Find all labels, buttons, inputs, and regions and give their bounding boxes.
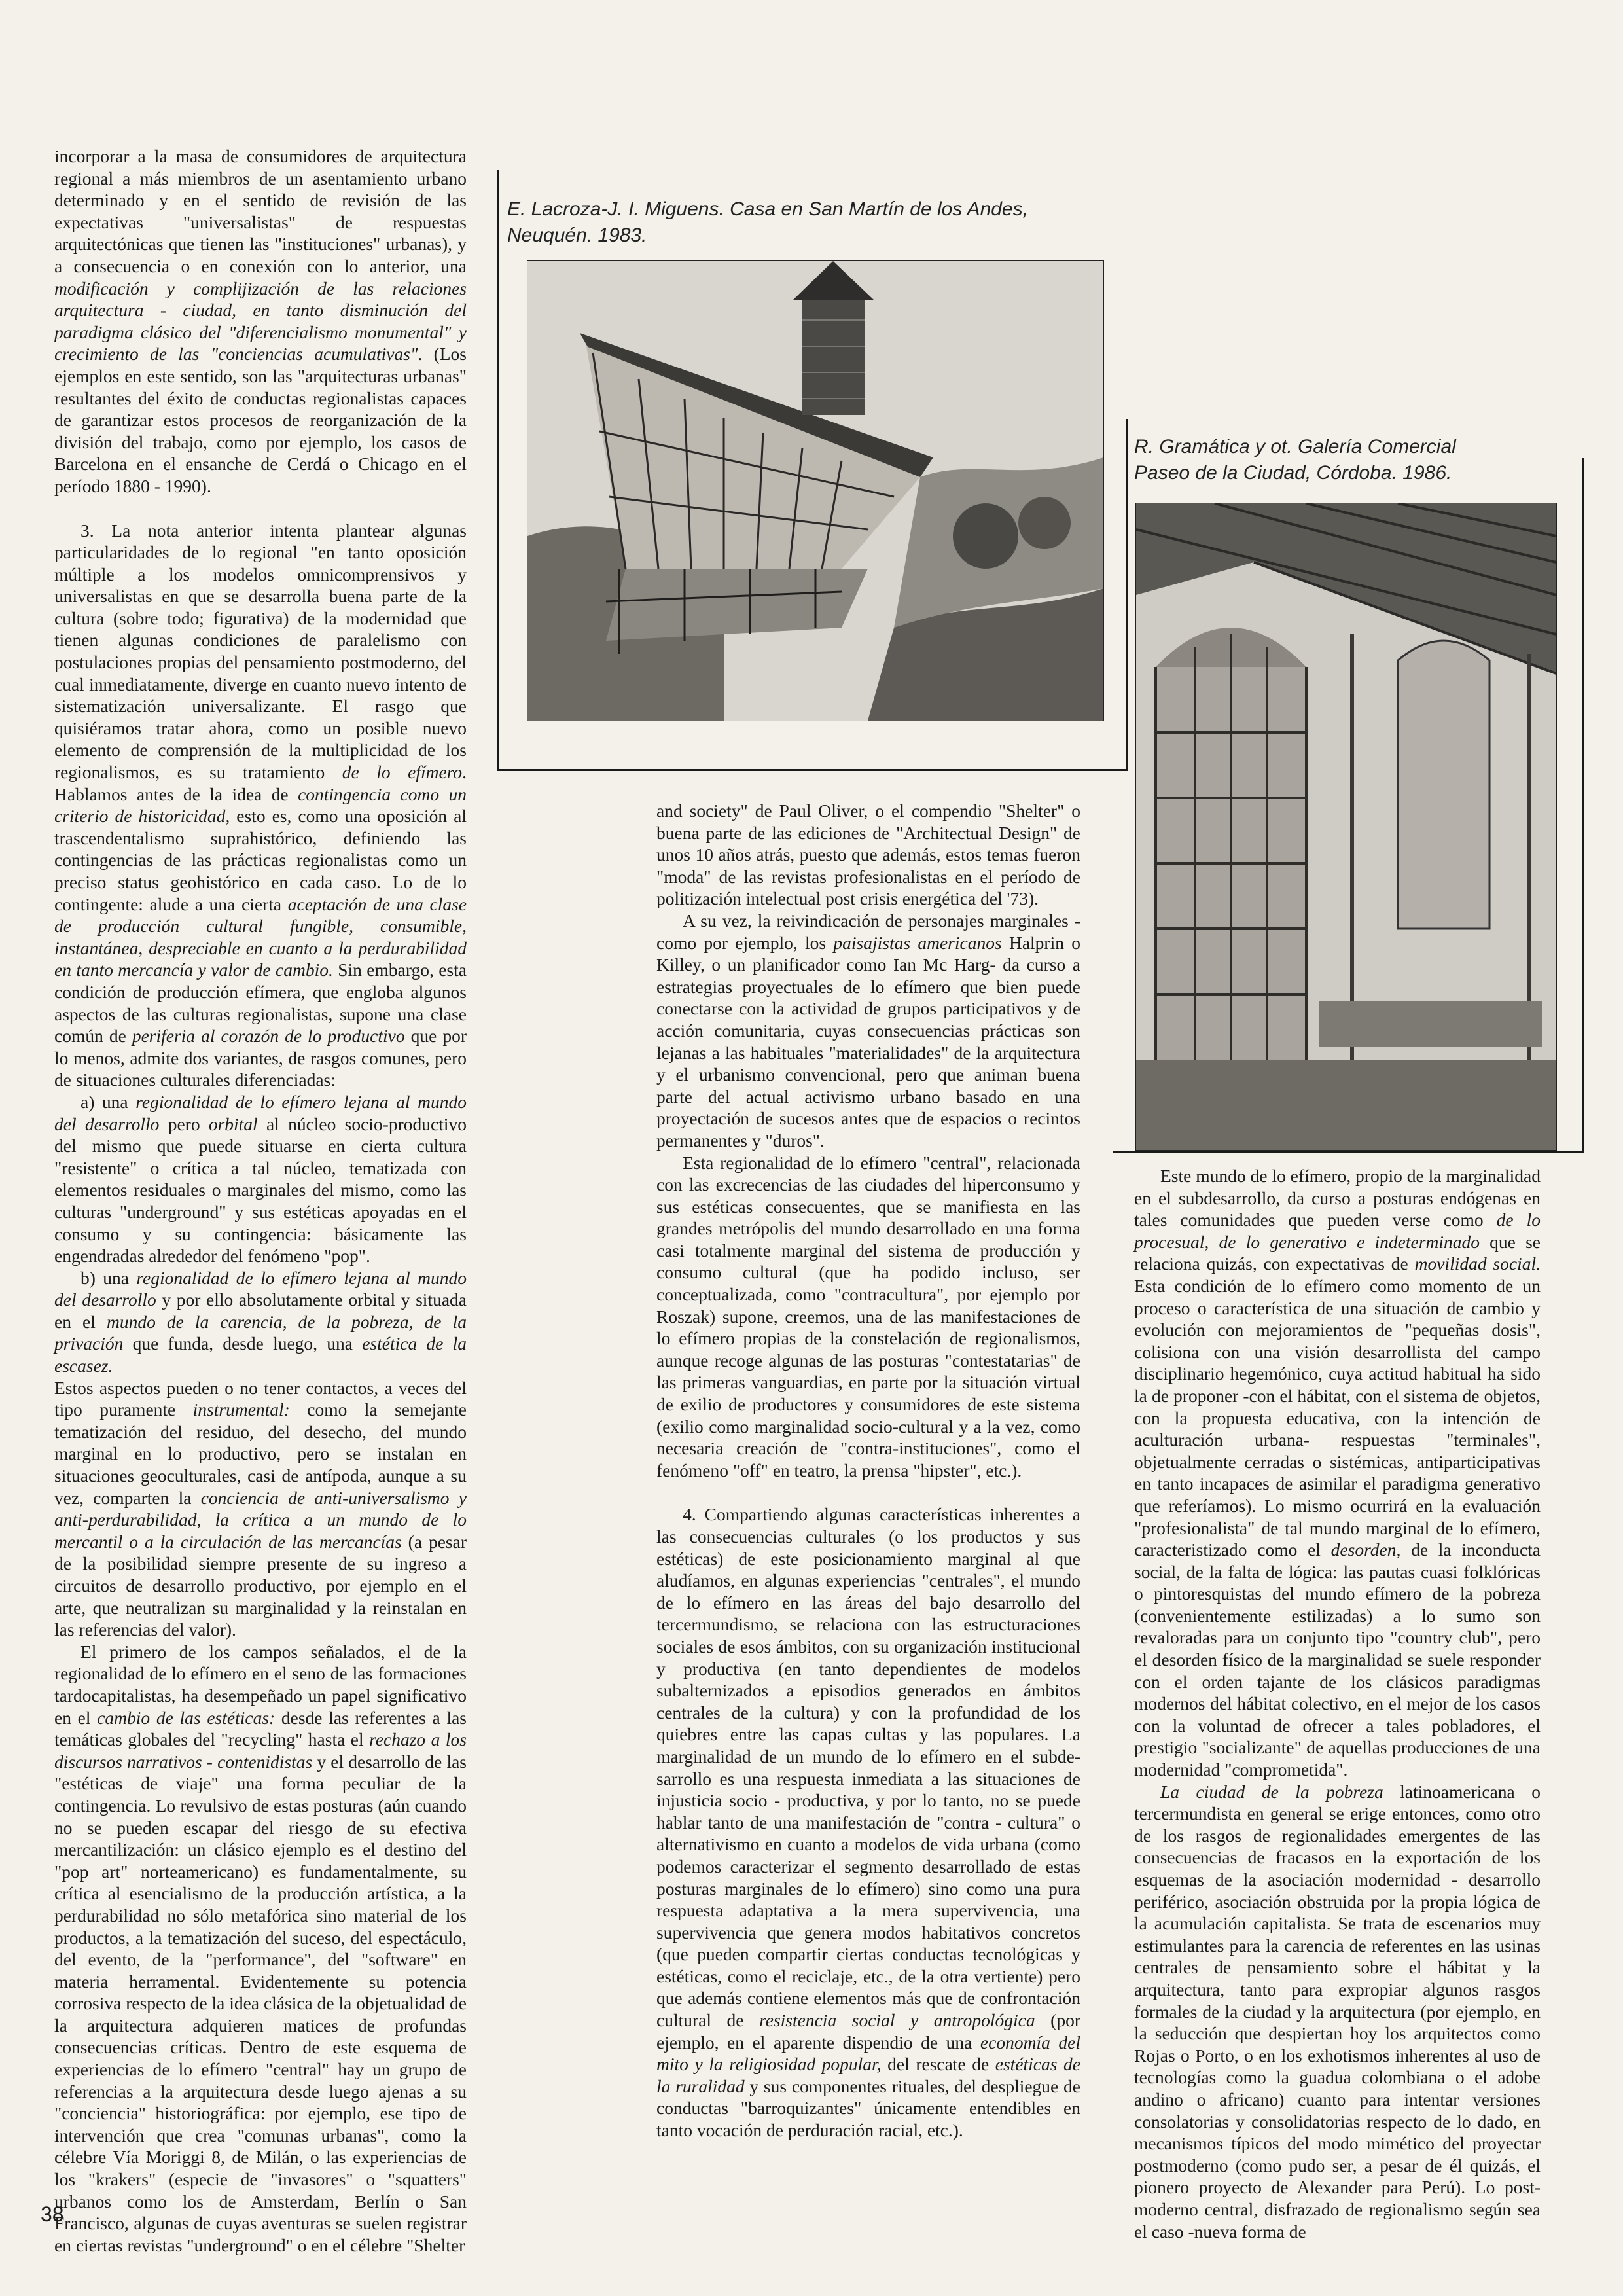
frame-rule-right [1126, 419, 1128, 771]
photo-casa-san-martin [527, 260, 1104, 721]
paragraph-item-b: b) una regionalidad de lo efímero lejana al mundo del desarrollo y por ello absolutamente orbital y situada en el mundo de la carencia, de la pobreza, de la privación que funda, desde luego, una estética de la escasez. [54, 1267, 467, 1376]
paragraph-continuation: and society" de Paul Oliver, o el compendio "Shelter" o buena parte de las ediciones de "Architectual Design" de unos 10 años atrás, puesto que además, estos temas fueron "moda" de las revistas profesionalistas en el período de politización intelectual post crisis energética del '73). [656, 800, 1080, 909]
frame-rule-right-2 [1582, 458, 1584, 1153]
photo-galeria-comercial [1135, 503, 1557, 1151]
paragraph-section-3: 3. La nota anterior intenta plantear algunas particularidades de lo regional "en tanto oposición múltiple a los modelos omnicomprensivos y universalistas en que se desarrolla buena parte de la cultura (sobre todo; figurativa) de la modernidad que tienen algunas condiciones de paralelismo con postulaciones propias del pensamiento postmoderno, del cual inmediatamente, diverge en cuanto nuevo intento de sistematización universalizante. El rasgo que quisiéramos tratar ahora, como un posible nuevo elemento de comprensión de la multiplicidad de los regionalismos, es su tratamiento de lo efímero. Hablamos antes de la idea de contingencia como un criterio de historicidad, esto es, como una oposición al trascendentalismo suprahistórico, definiendo las contingencias de las prácticas regionalistas como un preciso status geohistórico en cada caso. Lo de lo contingente: alude a una cierta aceptación de una clase de producción cultural fungible, consumible, instantánea, despreciable en cuanto a la perdurabilidad en tanto mercancía y valor de cambio. Sin embargo, esta condición de producción efímera, que engloba algunos aspectos de las culturas regionalistas, supone una clase común de periferia al corazón de lo productivo que por lo menos, admite dos variantes, de rasgos comunes, pero de situaciones culturales diferenciadas: [54, 520, 467, 1090]
paragraph-central-ephemeral: Esta regionalidad de lo efímero "central", relacionada con las excrecencias de las ciudades del hiperconsumo y sus estéticas consecuentes, que se manifiesta en las grandes metrópolis del mundo desarrollado en una forma casi totalmente marginal del sistema de producción y consumo cultural (que ha podido incluso, ser conceptualizada, como "contracultura", por ejemplo por Roszak) supone, creemos, una de las manifestaciones de lo efímero propias de la constelación de regionalismos, aunque recoge algunas de las posturas "contestatarias" de las primeras vanguardias, en parte por la situación virtual de exilio de productores y consumidores de este sistema (exilio como marginalidad socio-cultural y a la vez, como necesaria creación de "contra-instituciones", como el fenómeno "off" en teatro, la prensa "hipster", etc.). [656, 1152, 1080, 1480]
frame-rule-bottom-2 [1113, 1151, 1584, 1153]
figure-caption-casa: E. Lacroza-J. I. Miguens. Casa en San Martín de los Andes, Neuquén. 1983. [507, 198, 1028, 246]
figure-caption-galeria: R. Gramática y ot. Galería Comercial Paseo de la Ciudad, Córdoba. 1986. [1134, 436, 1456, 484]
paragraph-city-of-poverty: La ciudad de la pobreza latinoamericana o tercermundista en general se erige entonces, como otro de los rasgos de regionalidades emergentes de las consecuencias de fracasos en la exportación de los esquemas de la asociación modernidad - desarrollo periférico, asociación obstruida por la propia lógica de la acumulación capitalista. Se trata de escenarios muy estimulantes para la carencia de referentes en las usinas centrales de pensamiento sobre el hábitat y la arquitectura, tanto para expropiar algunos rasgos formales de la ciudad y la arquitectura (por ejemplo, en la seducción que despiertan hoy los arquitectos como Rojas o Porto, o en los exhotismos inherentes al uso de tecnologías como la guadua colombiana o el adobe andino o africano) cuanto para intentar versiones consolatorias y consolidatorias respecto de lo dado, en mecanismos típicos del modo mimético del proyectar postmoderno (como pudo ser, a pesar de él quizás, el pionero proyecto de Alexander para Perú). Lo post-moderno central, disfrazado de regionalismo según sea el caso -nueva forma de [1134, 1781, 1541, 2242]
paragraph-underdevelopment: Este mundo de lo efímero, propio de la marginalidad en el subdesarrollo, da curso a posturas endógenas en tales comunidades que pueden verse como de lo procesual, de lo generativo e indeterminado que se relaciona quizás, con expectativas de movilidad social. Esta condición de lo efímero como momento de un proceso o característica de una situación de cambio y evolución con mejoramientos de "pequeñas dosis", colisiona con una visión desarrollista del campo disciplinario hegemónico, cuya actitud habitual ha sido la de proponer -con el hábitat, con el sistema de objetos, con la propuesta educativa, con la intención de aculturación urbana- respuestas "terminales", objetualmente cerradas o sistémicas, antiparticipativas en tanto incapaces de asimilar el paradigma generativo que referíamos). Lo mismo ocurrirá en la evaluación "profesionalista" de tal mundo marginal de lo efímero, caracteristizado como el desorden, de la inconducta social, de la falta de lógica: las pautas cuasi folklóricas o pintoresquistas del mundo efímero de la pobreza (convenientemente estilizadas) a lo sumo son revaloradas para un conjunto tipo "country club", pero el desorden físico de la marginalidad se suele responder con el orden tajante de los clásicos paradigmas modernos del hábitat colectivo, en el mejor de los casos con la voluntad de ofrecer a tales pobladores, el prestigio "socializante" de aquellas producciones de una modernidad "comprometida". [1134, 1166, 1541, 1780]
paragraph-item-a: a) una regionalidad de lo efímero lejana al mundo del desarrollo pero orbital al núcleo socio-productivo del mismo que puede situarse en cierta cultura "resistente" o crítica a tal núcleo, tematizada con elementos residuales o marginales del mismo, como las culturas "underground" y sus estéticas apoyadas en el consumo y su contingencia: básicamente las engendradas alrededor del fenómeno "pop". [54, 1091, 467, 1266]
frame-rule-left [497, 170, 499, 771]
text-column-middle [656, 800, 1080, 2142]
text-column-right [1134, 1165, 1541, 2242]
text-column-left [54, 145, 467, 2256]
paragraph-continuation: incorporar a la masa de consumidores de arquitectura regional a más miembros de un asentamiento urbano determinado y en el sentido de revisión de las expectativas "universalistas" de respuestas arquitectónicas que tienen las "instituciones" urbanas), y a consecuencia o en conexión con lo anterior, una modificación y complijización de las relaciones arquitectura - ciudad, en tanto disminución del paradigma clásico del "diferencialismo monumental" y crecimiento de las "conciencias acumulativas". (Los ejemplos en este sentido, son las "arquitecturas urbanas" resultantes del éxito de conductas regionalistas capaces de garantizar estos procesos de reorganización de la división del trabajo, como por ejemplo, los casos de Barcelona en el ensanche de Cerdá o Chicago en el período 1880 - 1990). [54, 146, 467, 496]
frame-rule-bottom [497, 769, 1127, 771]
paragraph-aspects: Estos aspectos pueden o no tener contactos, a veces del tipo puramente instrumental: como la semejante tematización del residuo, del desecho, del mundo marginal en lo productivo, pero se instalan en situaciones geoculturales, casi de antípoda, aunque a su vez, comparten la conciencia de anti-universalismo y anti-perdurabilidad, la crítica a un mundo de lo mercantil o a la circulación de las mercancías (a pesar de la posibilidad siempre presente de su ingreso a circuitos de desarrollo productivo, por ejemplo en el arte, que neutralizan su marginalidad y la reinstalan en las referencias del valor). [54, 1377, 467, 1640]
gallery-illustration [1136, 503, 1556, 1150]
house-illustration [527, 261, 1103, 721]
paragraph-marginal-figures: A su vez, la reivindicación de personajes marginales -como por ejemplo, los paisajistas americanos Halprin o Killey, o un planificador como Ian Mc Harg- da curso a estrategias proyectuales de lo efímero que bien puede conectarse con la actividad de grupos participativos y de acción comunitaria, cuyas consecuencias prácticas son lejanas a las habituales "materialidades" de la arquitectura y el urbanismo convencional, pero que animan buena parte del actual activismo urbano basado en una proyectación de sucesos antes que de espacios o recintos permanentes y "duros". [656, 910, 1080, 1151]
paragraph-section-4: 4. Compartiendo algunas características inherentes a las consecuencias culturales (o los productos y sus estéticas) de este posicionamiento marginal al que aludíamos, en algunas experiencias "centrales", el mundo de lo efímero en las áreas del bajo desarrollo del tercermundismo, se relaciona con las estructuraciones sociales de esos ámbitos, con su organización institucional y productiva (en tanto dependientes de modelos subalternizados a episodios generados en ámbitos centrales de la cultura) y con la profundidad de los quiebres entre las capas cultas y las populares. La marginalidad de un mundo de lo efímero en el subde-sarrollo es una respuesta inmediata a las situaciones de injusticia socio - productiva, y por lo tanto, no se puede hablar tanto de una manifestación de "contra - cultura" o alternativismo en cuanto a modelos de vida urbana (como podemos caracterizar el segmento desarrollado de estas posturas marginales de lo efímero) sino como una pura respuesta adaptativa a la mera supervivencia, una supervivencia que genera modos habitativos concretos (que pueden compartir ciertas conductas tecnológicas y estéticas, como el reciclaje, etc., de la otra vertiente) pero que además contiene elementos más que de confrontación cultural de resistencia social y antropológica (por ejemplo, en el aparente dispendio de una economía del mito y la religiosidad popular, del rescate de estéticas de la ruralidad y sus componentes rituales, del despliegue de conductas "barroquizantes" únicamente entendibles en tanto vocación de perduración racial, etc.). [656, 1504, 1080, 2141]
paragraph-first-field: El primero de los campos señalados, el de la regionalidad de lo efímero en el seno de las formaciones tardocapitalistas, ha desempeñado un papel significativo en el cambio de las estéticas: desde las referentes a las temáticas globales del "recycling" hasta el rechazo a los discursos narrativos - contenidistas y el desarrollo de las "estéticas de viaje" una forma peculiar de la contingencia. Lo revulsivo de estas posturas (aún cuando no se pueden escapar del riesgo de su efectiva mercantilización: un clásico ejemplo es el destino del "pop art" norteamericano) es fundamentalmente, su crítica al esencialismo de la producción artística, a la perdurabilidad no sólo metafórica sino material de los productos, a la tematización del suceso, del espectáculo, del evento, de la "performance", del "software" en materia herramental. Evidentemente su potencia corrosiva respecto de la idea clásica de la objetualidad de la arquitectura adquieren matices de profundas consecuencias críticas. Dentro de este esquema de experiencias de lo efímero "central" hay un grupo de referencias a la arquitectura desde luego ajenas a su "conciencia" historiográfica: por ejemplo, ese tipo de intervención que crea "comunas urbanas", como la célebre Vía Moriggi 8, de Milán, o las experiencias de los "krakers" (especie de "invasores" o "squatters" urbanos como los de Amsterdam, Berlín o San Francisco, algunas de cuyas aventuras se suelen registrar en ciertas revistas "underground" o en el célebre "Shelter [54, 1641, 467, 2255]
page-number: 38 [41, 2202, 64, 2226]
